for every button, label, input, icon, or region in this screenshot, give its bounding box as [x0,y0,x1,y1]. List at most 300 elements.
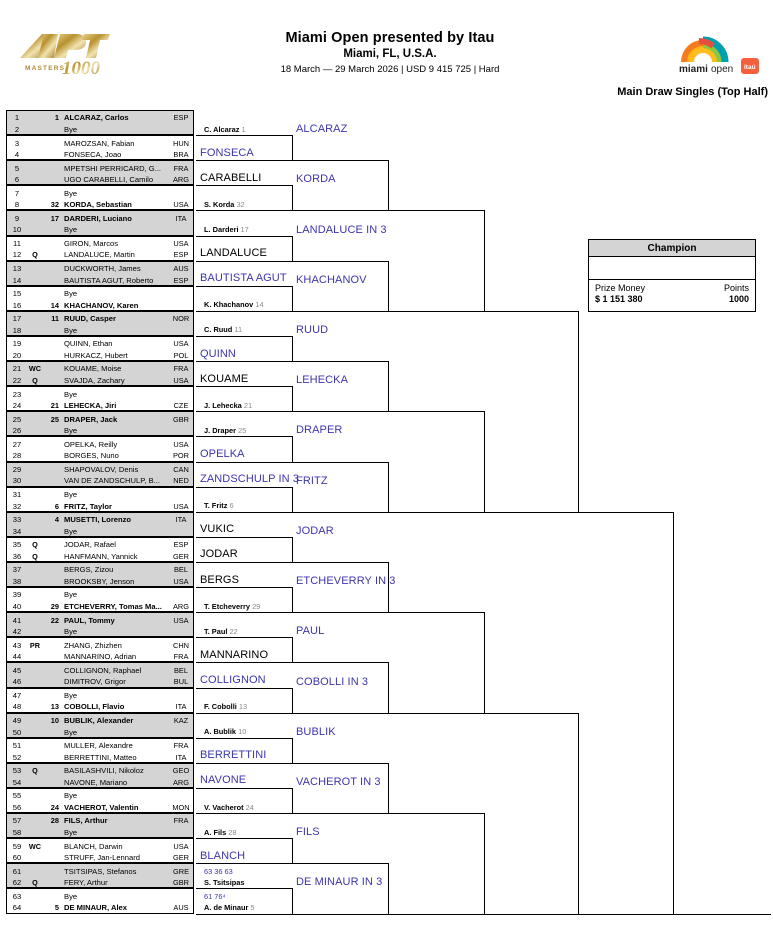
entry-player-name: JODAR, Rafael [64,540,116,550]
entry-status-code: WC [28,364,42,374]
entry-number: 62 [12,878,22,888]
entry-player-name: KORDA, Sebastian [64,200,132,210]
bracket-line-vertical [292,637,293,662]
bracket-line-horizontal [196,738,292,739]
champion-winner-slot[interactable] [589,257,755,280]
round2-player-slot[interactable]: T. Fritz 6 [204,501,234,511]
round2-player-slot[interactable]: J. Draper 25 [204,425,247,435]
round1-entry-row[interactable] [6,261,194,274]
round2-player-slot[interactable]: FONSECA [200,146,254,159]
round1-entry-row[interactable] [6,750,194,763]
round1-entry-row[interactable] [6,675,194,688]
entry-number: 63 [12,891,22,901]
bracket-line-horizontal [292,311,388,312]
bracket-line-vertical [292,738,293,763]
round2-player-slot[interactable]: VUKIC [200,523,235,536]
entry-number: 47 [12,690,22,700]
bracket-line-horizontal [292,662,388,663]
round1-entry-row[interactable] [6,813,194,826]
bracket-line-vertical [292,135,293,160]
round1-entry-row[interactable] [6,436,194,449]
entry-player-name: Bye [64,289,78,299]
champion-title: Champion [589,240,755,257]
entry-number: 46 [12,677,22,687]
entry-player-name: BUBLIK, Alexander [64,716,134,726]
entry-number: 45 [12,665,22,675]
bracket-line-vertical [578,311,579,512]
entry-country: BUL [173,677,189,687]
round1-entry-row[interactable] [6,198,194,211]
entry-number: 35 [12,540,22,550]
entry-player-name: HURKACZ, Hubert [64,350,128,360]
round2-player-slot[interactable]: T. Etcheverry 29 [204,601,261,611]
round1-entry-row[interactable] [6,512,194,525]
round1-entry-row[interactable] [6,625,194,638]
bracket-line-horizontal [196,336,292,337]
entry-country: FRA [173,652,189,662]
round2-player-slot[interactable]: J. Lehecka 21 [204,400,253,410]
round2-player-slot[interactable]: BERRETTINI [200,749,267,762]
entry-player-name: Bye [64,225,78,235]
round1-entry-row[interactable] [6,801,194,814]
svg-text:MASTERS: MASTERS [25,65,66,72]
bracket-line-vertical [292,236,293,261]
round1-entry-row[interactable] [6,763,194,776]
round3-player-slot[interactable]: FRITZ [296,474,328,487]
entry-number: 3 [14,138,20,148]
round1-entry-row[interactable] [6,223,194,236]
points-value: 1000 [728,294,749,304]
entry-number: 5 [14,163,20,173]
round1-entry-row[interactable] [6,499,194,512]
round1-entry-row[interactable] [6,876,194,889]
round1-entry-row[interactable] [6,236,194,249]
round2-player-slot[interactable]: KOUAME [200,372,249,385]
draw-bracket [0,110,773,943]
bracket-line-horizontal [196,713,292,714]
round2-player-slot[interactable]: OPELKA [200,448,245,461]
entry-player-name: QUINN, Ethan [64,339,113,349]
entry-status-code: Q [32,551,38,561]
round1-entry-row[interactable] [6,725,194,738]
round2-player-slot[interactable]: V. Vacherot 24 [204,802,254,812]
bracket-line-horizontal [388,311,484,312]
entry-seed: 25 [50,414,59,424]
round1-entry-row[interactable] [6,487,194,500]
entry-country: FRA [173,364,189,374]
round1-entry-row[interactable] [6,286,194,299]
round1-entry-row[interactable] [6,424,194,437]
round1-entry-row[interactable] [6,173,194,186]
atp-masters-1000-logo [14,28,114,80]
entry-country: ITA [175,213,187,223]
bracket-line-horizontal [196,436,292,437]
round1-entry-row[interactable] [6,612,194,625]
miami-open-logo [673,26,765,76]
entry-number: 24 [12,401,22,411]
round1-entry-row[interactable] [6,185,194,198]
entry-country: KAZ [173,716,189,726]
bracket-line-horizontal [388,512,484,513]
round2-player-slot[interactable]: COLLIGNON [200,674,266,687]
round1-entry-row[interactable] [6,600,194,613]
entry-country: USA [173,501,189,511]
round1-entry-row[interactable] [6,524,194,537]
entry-seed: 10 [50,716,59,726]
round2-player-slot[interactable]: S. Tsitsipas [204,877,245,887]
entry-player-name: BAUTISTA AGUT, Roberto [64,275,154,285]
bracket-line-horizontal [196,210,292,211]
round1-entry-row[interactable] [6,587,194,600]
entry-number: 21 [12,364,22,374]
entry-number: 59 [12,841,22,851]
round2-player-slot[interactable]: F. Cobolli 13 [204,702,248,712]
prize-money-value: $ 1 151 380 [595,294,643,304]
entry-number: 32 [12,501,22,511]
entry-number: 61 [12,866,22,876]
entry-number: 7 [14,188,20,198]
bracket-line-horizontal [484,914,578,915]
entry-player-name: VACHEROT, Valentin [64,802,139,812]
bracket-line-horizontal [292,462,388,463]
bracket-line-horizontal [196,612,292,613]
round2-player-slot[interactable]: A. de Minaur 5 [204,903,255,913]
champion-footer [589,280,755,310]
entry-country: FRA [173,816,189,826]
entry-status-code: Q [32,376,38,386]
round2-player-slot[interactable]: QUINN [200,347,236,360]
entry-player-name: Bye [64,690,78,700]
entry-player-name: DIMITROV, Grigor [64,677,126,687]
entry-country: USA [173,576,189,586]
entry-player-name: COBOLLI, Flavio [64,702,125,712]
entry-number: 42 [12,627,22,637]
entry-number: 64 [12,903,22,913]
entry-player-name: PAUL, Tommy [64,615,115,625]
round1-entry-row[interactable] [6,248,194,261]
round1-entry-row[interactable] [6,323,194,336]
entry-player-name: GIRON, Marcos [64,238,119,248]
round2-slot-seed: 1 [239,124,246,134]
svg-text:miami: miami [679,64,708,75]
bracket-line-vertical [292,185,293,210]
entry-player-name: DARDERI, Luciano [64,213,132,223]
round1-entry-row[interactable] [6,863,194,876]
entry-status-code: Q [32,250,38,260]
entry-number: 20 [12,350,22,360]
round1-entry-row[interactable] [6,361,194,374]
bracket-line-vertical [292,436,293,461]
round1-entry-row[interactable] [6,374,194,387]
bracket-line-horizontal [196,185,292,186]
entry-status-code: Q [32,540,38,550]
round3-player-slot[interactable]: PAUL [296,625,325,638]
bracket-line-vertical [292,286,293,311]
round1-entry-row[interactable] [6,123,194,136]
bracket-line-horizontal [196,838,292,839]
round1-entry-row[interactable] [6,349,194,362]
round3-player-slot[interactable]: KORDA [296,173,336,186]
round1-entry-row[interactable] [6,662,194,675]
entry-country: CZE [173,401,189,411]
entry-player-name: MAROZSAN, Fabian [64,138,135,148]
entry-player-name: SVAJDA, Zachary [64,376,125,386]
round1-entry-row[interactable] [6,826,194,839]
entry-player-name: DE MINAUR, Alex [64,903,128,913]
round3-player-slot[interactable]: LEHECKA [296,374,349,387]
round2-slot-seed: 22 [227,626,238,636]
round1-entry-row[interactable] [6,273,194,286]
round1-entry-row[interactable] [6,775,194,788]
bracket-line-horizontal [484,311,578,312]
round2-player-slot[interactable]: NAVONE [200,774,247,787]
entry-number: 54 [12,777,22,787]
round1-entry-row[interactable] [6,474,194,487]
round1-entry-row[interactable] [6,562,194,575]
round2-player-slot[interactable]: BLANCH [200,849,246,862]
bracket-line-horizontal [196,587,292,588]
round3-player-slot[interactable]: ETCHEVERRY IN 3 [296,575,396,588]
round1-entry-row[interactable] [6,135,194,148]
round1-entry-row[interactable] [6,738,194,751]
round2-player-slot[interactable]: BERGS [200,573,240,586]
round2-slot-seed: 6 [227,501,234,511]
entry-player-name: KOUAME, Moise [64,364,122,374]
round2-player-slot[interactable]: JODAR [200,548,238,561]
round1-entry-row[interactable] [6,462,194,475]
entry-player-name: Bye [64,627,78,637]
entry-player-name: COLLIGNON, Raphael [64,665,142,675]
entry-number: 37 [12,565,22,575]
entry-seed: 13 [50,702,59,712]
round1-entry-row[interactable] [6,386,194,399]
entry-number: 17 [12,314,22,324]
round2-player-slot[interactable]: MANNARINO [200,648,269,661]
bracket-line-horizontal [388,813,484,814]
round3-player-slot[interactable]: JODAR [296,524,334,537]
entry-player-name: Bye [64,590,78,600]
entry-player-name: BORGES, Nuno [64,451,119,461]
round1-entry-row[interactable] [6,160,194,173]
round1-entry-row[interactable] [6,110,194,123]
bracket-line-vertical [388,462,389,512]
round3-player-slot[interactable]: VACHEROT IN 3 [296,775,381,788]
tournament-meta: 18 March — 29 March 2026 | USD 9 415 725 | Hard [280,64,500,75]
entry-number: 29 [12,464,22,474]
round2-player-slot[interactable]: CARABELLI [200,171,262,184]
entry-country: ARG [172,175,189,185]
svg-text:1000: 1000 [62,58,100,79]
bracket-line-vertical [292,838,293,863]
entry-number: 58 [12,828,22,838]
entry-player-name: ALCARAZ, Carlos [64,113,129,123]
round1-entry-row[interactable] [6,713,194,726]
entry-country: GEO [172,766,190,776]
bracket-line-vertical [673,512,674,914]
round2-player-slot[interactable]: A. Bublik 10 [204,727,247,737]
bracket-line-horizontal [292,863,388,864]
entry-number: 31 [12,490,22,500]
bracket-line-vertical [292,537,293,562]
round2-slot-seed: 14 [253,300,264,310]
round1-entry-row[interactable] [6,311,194,324]
bracket-line-horizontal [196,135,292,136]
round2-player-slot[interactable]: L. Darderi 17 [204,225,249,235]
entry-player-name: Bye [64,426,78,436]
entry-number: 10 [12,225,22,235]
entry-player-name: MUSETTI, Lorenzo [64,515,132,525]
round1-entry-row[interactable] [6,851,194,864]
round2-slot-seed: 17 [238,225,249,235]
round2-player-slot[interactable]: BAUTISTA AGUT [200,272,287,285]
round2-player-slot[interactable]: T. Paul 22 [204,626,238,636]
entry-country: GBR [172,414,189,424]
round1-entry-row[interactable] [6,901,194,914]
round1-entry-row[interactable] [6,888,194,901]
bracket-line-horizontal [388,210,484,211]
round2-player-slot[interactable]: C. Ruud 11 [204,325,243,335]
round3-player-slot[interactable]: DE MINAUR IN 3 [296,876,383,889]
entry-number: 15 [12,289,22,299]
bracket-line-horizontal [196,888,292,889]
round3-player-slot[interactable]: ALCARAZ [296,123,348,136]
entry-player-name: LANDALUCE, Martin [64,250,135,260]
round2-player-slot[interactable]: LANDALUCE [200,247,267,260]
entry-seed: 28 [50,816,59,826]
entry-number: 26 [12,426,22,436]
round3-player-slot[interactable]: FILS [296,826,320,839]
entry-number: 43 [12,640,22,650]
bracket-line-horizontal [292,210,388,211]
entry-country: GER [172,853,189,863]
entry-player-name: BERGS, Zizou [64,565,114,575]
round3-player-slot[interactable]: KHACHANOV [296,273,367,286]
entry-country: MON [172,802,190,812]
entry-country: USA [173,615,189,625]
entry-seed: 5 [54,903,59,913]
round2-player-slot[interactable]: ZANDSCHULP IN 3 [200,473,300,486]
entry-player-name: Bye [64,891,78,901]
entry-number: 33 [12,515,22,525]
entry-player-name: BROOKSBY, Jenson [64,576,135,586]
round1-entry-row[interactable] [6,148,194,161]
round1-entry-row[interactable] [6,449,194,462]
entry-seed: 22 [50,615,59,625]
entry-country: USA [173,439,189,449]
round3-player-slot[interactable]: BUBLIK [296,725,336,738]
round2-player-slot[interactable]: K. Khachanov 14 [204,300,264,310]
entry-seed: 17 [50,213,59,223]
bracket-line-vertical [484,612,485,712]
entry-country: AUS [173,264,189,274]
round1-entry-row[interactable] [6,575,194,588]
round1-entry-row[interactable] [6,688,194,701]
entry-country: CHN [172,640,189,650]
round2-player-slot[interactable]: A. Fils 28 [204,827,237,837]
round1-entry-row[interactable] [6,411,194,424]
entry-country: GER [172,551,189,561]
bracket-line-horizontal [196,160,292,161]
entry-number: 13 [12,264,22,274]
round1-entry-row[interactable] [6,838,194,851]
entry-number: 57 [12,816,22,826]
round2-slot-seed: 21 [241,400,253,410]
round1-entry-row[interactable] [6,336,194,349]
entry-seed: 1 [54,113,59,123]
entry-number: 14 [12,275,22,285]
entry-player-name: FILS, Arthur [64,816,108,826]
entry-player-name: SHAPOVALOV, Denis [64,464,139,474]
bracket-line-horizontal [196,487,292,488]
entry-number: 1 [14,113,20,123]
entry-number: 48 [12,702,22,712]
entry-seed: 21 [50,401,59,411]
bracket-line-horizontal [196,863,292,864]
bracket-line-vertical [388,863,389,913]
bracket-line-horizontal [578,914,673,915]
bracket-line-vertical [484,210,485,310]
round3-player-slot[interactable]: RUUD [296,323,329,336]
draw-section-label: Main Draw Singles (Top Half) [617,86,768,98]
prize-money-label: Prize Money [595,283,646,293]
entry-number: 36 [12,551,22,561]
entry-number: 23 [12,389,22,399]
round1-entry-row[interactable] [6,650,194,663]
entry-number: 55 [12,791,22,801]
entry-country: USA [173,339,189,349]
round1-entry-row[interactable] [6,788,194,801]
round1-entry-row[interactable] [6,700,194,713]
entry-country: ESP [173,113,189,123]
round3-player-slot[interactable]: LANDALUCE IN 3 [296,223,387,236]
round2-player-slot[interactable]: S. Korda 32 [204,199,245,209]
bracket-line-horizontal [196,512,292,513]
bracket-line-vertical [292,587,293,612]
entry-player-name: BASILASHVILI, Nikoloz [64,766,144,776]
bracket-line-vertical [292,386,293,411]
round3-player-slot[interactable]: DRAPER [296,424,343,437]
round1-entry-row[interactable] [6,537,194,550]
entry-player-name: ZHANG, Zhizhen [64,640,122,650]
round1-entry-row[interactable] [6,298,194,311]
entry-player-name: Bye [64,188,78,198]
entry-country: AUS [173,903,189,913]
entry-number: 12 [12,250,22,260]
round1-entry-row[interactable] [6,637,194,650]
round1-entry-row[interactable] [6,210,194,223]
entry-number: 25 [12,414,22,424]
bracket-line-horizontal [292,512,388,513]
bracket-line-vertical [484,813,485,913]
round3-player-slot[interactable]: COBOLLI IN 3 [296,675,369,688]
round1-entry-row[interactable] [6,399,194,412]
bracket-line-horizontal [196,386,292,387]
entry-player-name: Bye [64,791,78,801]
bracket-line-horizontal [484,512,578,513]
entry-country: ARG [172,777,189,787]
entry-number: 11 [13,238,21,248]
entry-number: 40 [12,602,22,612]
svg-text:itaú: itaú [744,64,756,71]
round1-entry-row[interactable] [6,549,194,562]
entry-number: 50 [12,727,22,737]
round2-player-slot[interactable]: C. Alcaraz 1 [204,124,246,134]
entry-number: 56 [12,802,22,812]
entry-player-name: Bye [64,124,78,134]
entry-number: 6 [14,175,20,185]
round2-slot-seed: 24 [243,802,254,812]
entry-seed: 24 [50,802,59,812]
